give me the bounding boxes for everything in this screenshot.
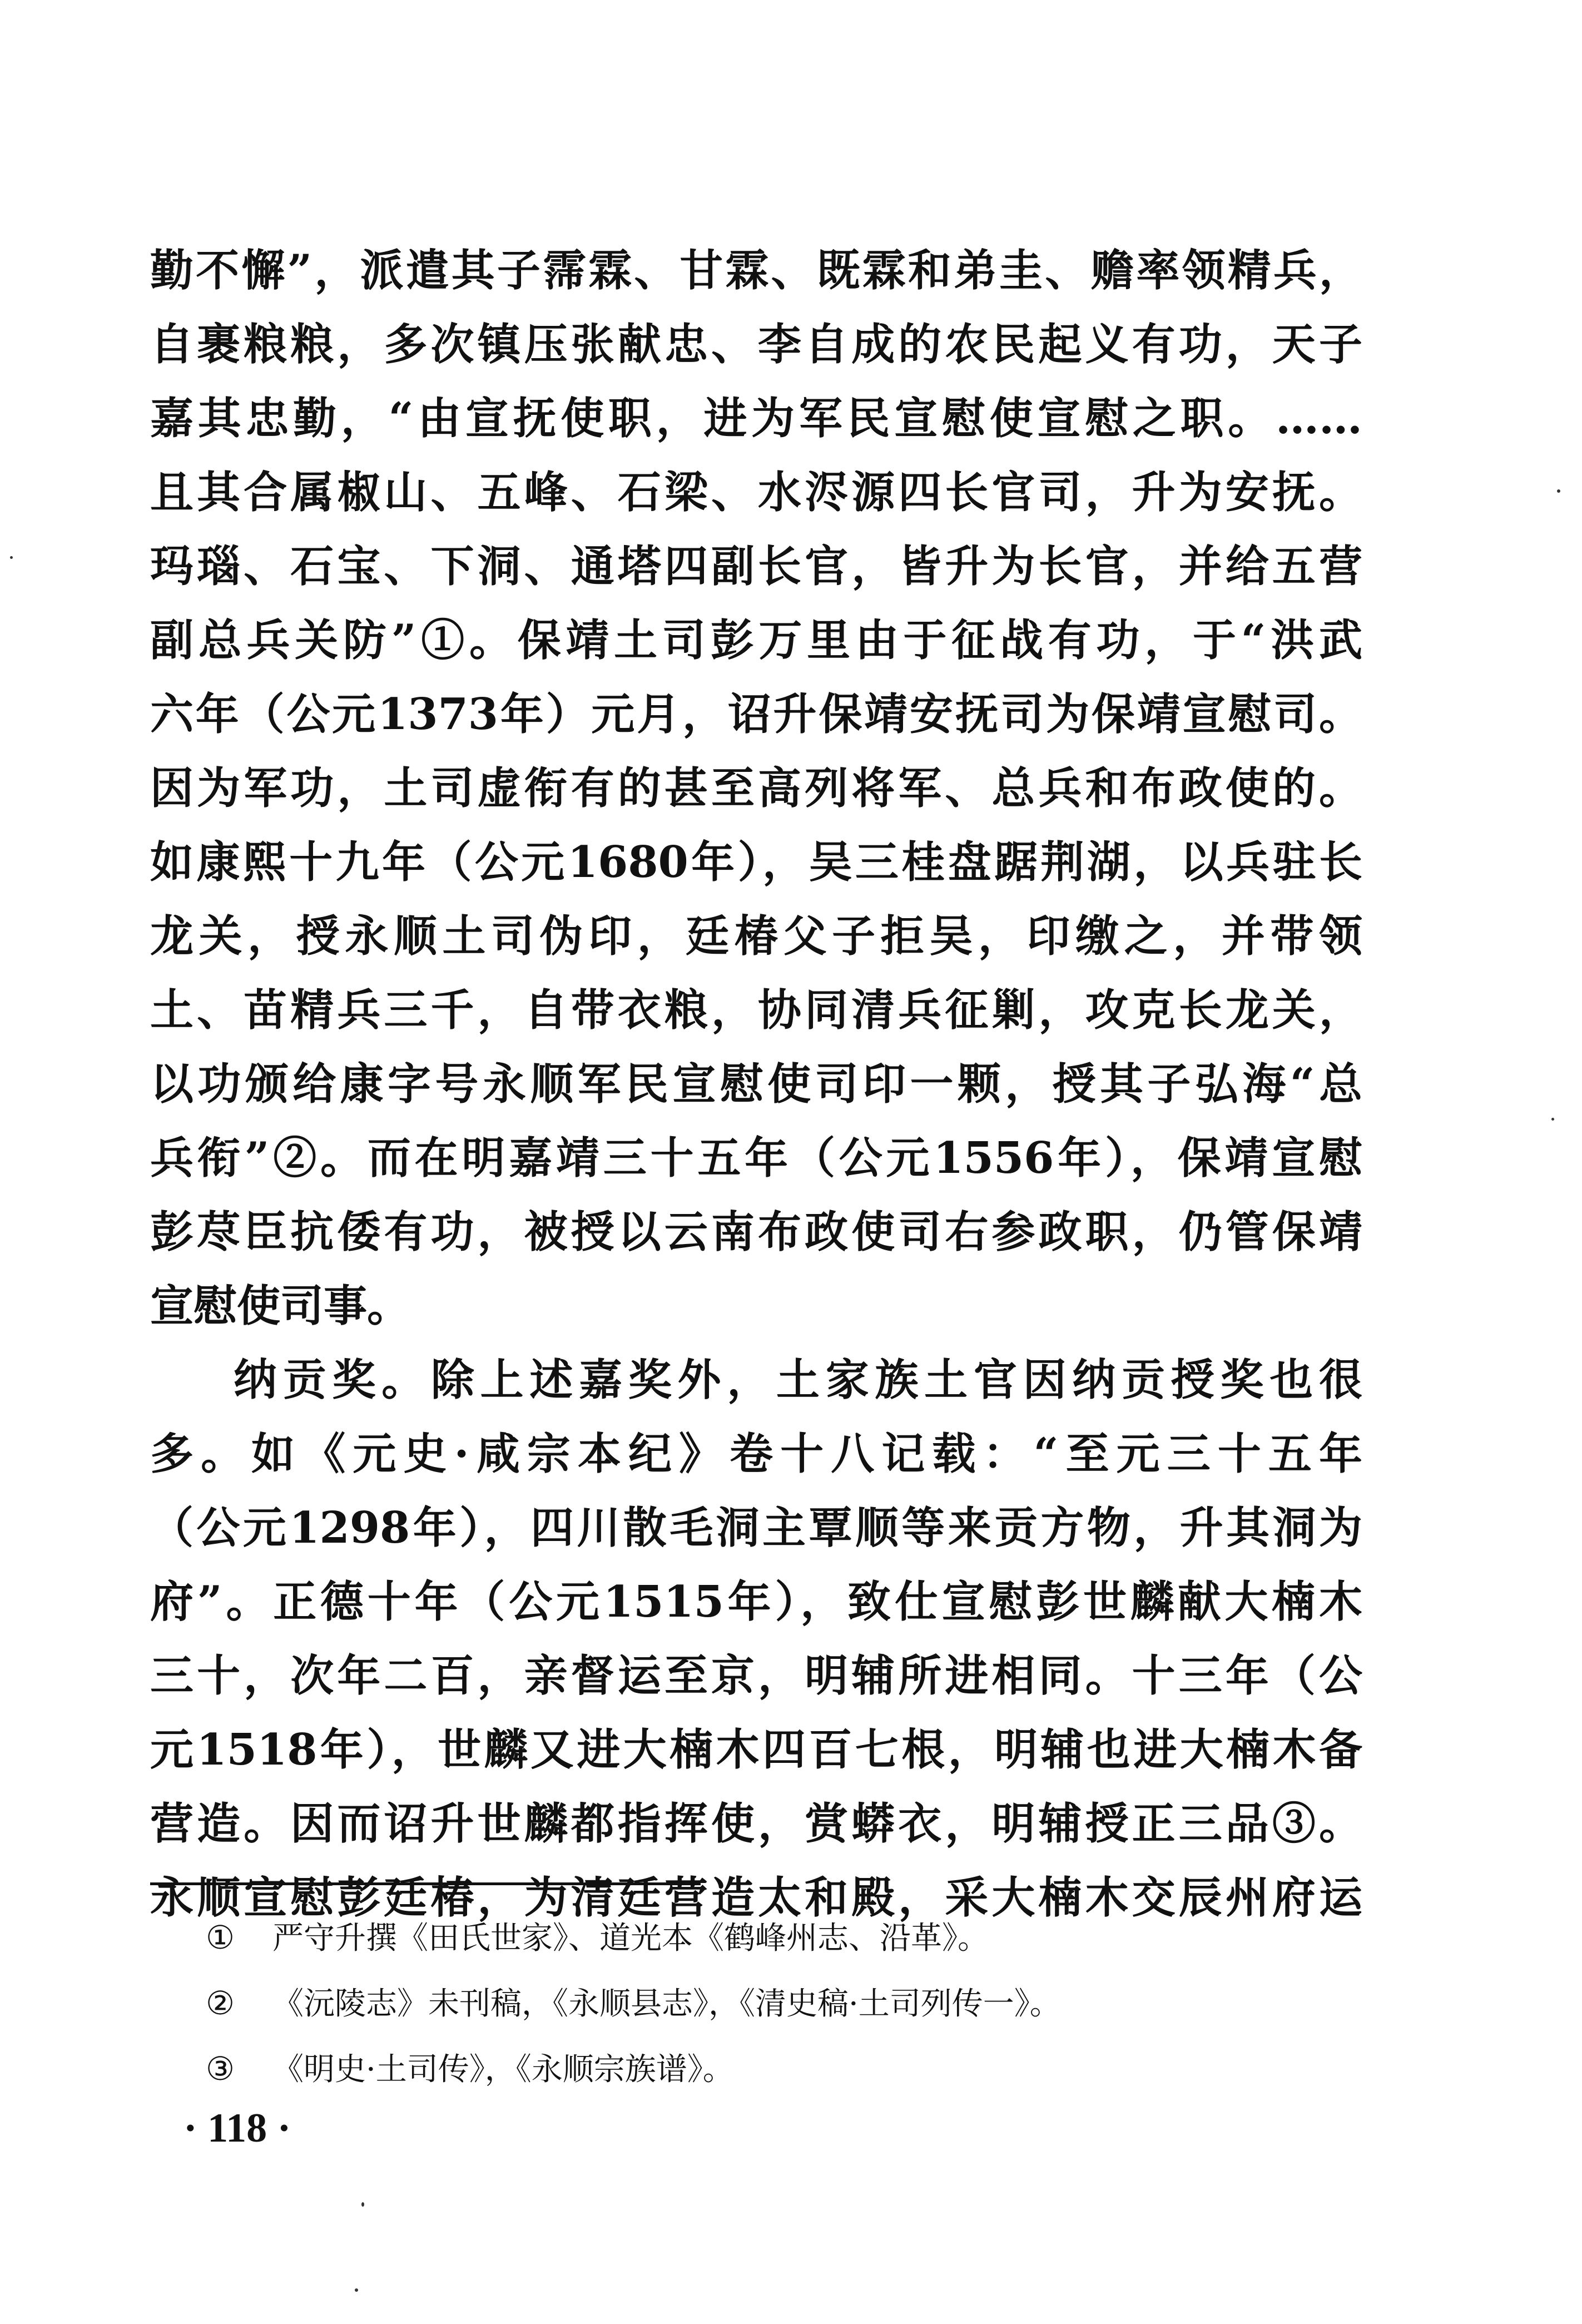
body-text bbox=[150, 234, 1362, 1935]
footnote bbox=[206, 2036, 1373, 2102]
scan-speck bbox=[10, 556, 13, 559]
body-line: 以功颁给康字号永顺军民宣慰使司印一颗，授其子弘海“总 bbox=[150, 1059, 1362, 1109]
body-line: 勤不懈”，派遣其子霈霖、甘霖、既霖和弟圭、赡率领精兵， bbox=[150, 245, 1362, 296]
scan-speck bbox=[361, 2202, 364, 2207]
footnotes bbox=[206, 1905, 1373, 2102]
body-line: 嘉其忠勤，“由宣抚使职，进为军民宣慰使宣慰之职。…… bbox=[150, 393, 1362, 444]
body-line: 土、苗精兵三千，自带衣粮，协同清兵征剿，攻克长龙关， bbox=[150, 985, 1362, 1035]
body-line: 如康熙十九年（公元1680年），吴三桂盘踞荆湖，以兵驻长 bbox=[150, 837, 1362, 888]
body-line: 六年（公元1373年）元月，诏升保靖安抚司为保靖宣慰司。 bbox=[150, 689, 1362, 740]
body-line: 且其合属椒山、五峰、石梁、水浕源四长官司，升为安抚。 bbox=[150, 467, 1362, 518]
body-line: 宣慰使司事。 bbox=[150, 1281, 411, 1331]
footnote-marker: ② bbox=[206, 1984, 235, 2022]
body-line: 永顺宣慰彭廷椿，为清廷营造太和殿，采大楠木交辰州府运 bbox=[150, 1872, 1362, 1923]
footnote-text: 《明史·土司传》，《永顺宗族谱》。 bbox=[272, 2052, 734, 2088]
body-line: 多。如《元史·咸宗本纪》卷十八记载：“至元三十五年 bbox=[150, 1429, 1362, 1479]
body-line: 龙关，授永顺土司伪印，廷椿父子拒吴，印缴之，并带领 bbox=[150, 911, 1362, 962]
scan-speck bbox=[1551, 1118, 1554, 1121]
footnote-marker: ③ bbox=[206, 2050, 235, 2088]
body-line: 三十，次年二百，亲督运至京，明辅所进相同。十三年（公 bbox=[150, 1651, 1362, 1701]
footnote bbox=[206, 1905, 1373, 1970]
body-line: 元1518年），世麟又进大楠木四百七根，明辅也进大楠木备 bbox=[150, 1725, 1362, 1775]
footnote-text: 《沅陵志》未刊稿，《永顺县志》，《清史稿·土司列传一》。 bbox=[272, 1986, 1061, 2022]
body-line: 自裹粮粮，多次镇压张献忠、李自成的农民起义有功，天子 bbox=[150, 319, 1362, 370]
scan-speck bbox=[1557, 489, 1560, 493]
body-line: 玛瑙、石宝、下洞、通塔四副长官，皆升为长官，并给五营 bbox=[150, 541, 1362, 592]
page-number: · 118 · bbox=[184, 2105, 291, 2151]
body-line: 副总兵关防”①。保靖土司彭万里由于征战有功，于“洪武 bbox=[150, 615, 1362, 666]
footnote-text: 严守升撰《田氏世家》、道光本《鹤峰州志、沿革》。 bbox=[272, 1920, 989, 1956]
body-line: 兵衔”②。而在明嘉靖三十五年（公元1556年），保靖宣慰 bbox=[150, 1133, 1362, 1183]
scan-speck bbox=[355, 2288, 358, 2292]
paragraph-start-line: 纳贡奖。除上述嘉奖外，土家族土官因纳贡授奖也很 bbox=[234, 1355, 1362, 1405]
body-line: 府”。正德十年（公元1515年），致仕宣慰彭世麟献大楠木 bbox=[150, 1577, 1362, 1627]
footnote-divider bbox=[150, 1882, 701, 1885]
body-line: 彭荩臣抗倭有功，被授以云南布政使司右参政职，仍管保靖 bbox=[150, 1207, 1362, 1257]
body-line: （公元1298年），四川散毛洞主覃顺等来贡方物，升其洞为 bbox=[150, 1503, 1362, 1553]
footnote bbox=[206, 1970, 1373, 2036]
footnote-marker: ① bbox=[206, 1919, 235, 1956]
body-line: 因为军功，土司虚衔有的甚至高列将军、总兵和布政使的。 bbox=[150, 763, 1362, 814]
body-line: 营造。因而诏升世麟都指挥使，赏蟒衣，明辅授正三品③。 bbox=[150, 1798, 1362, 1849]
